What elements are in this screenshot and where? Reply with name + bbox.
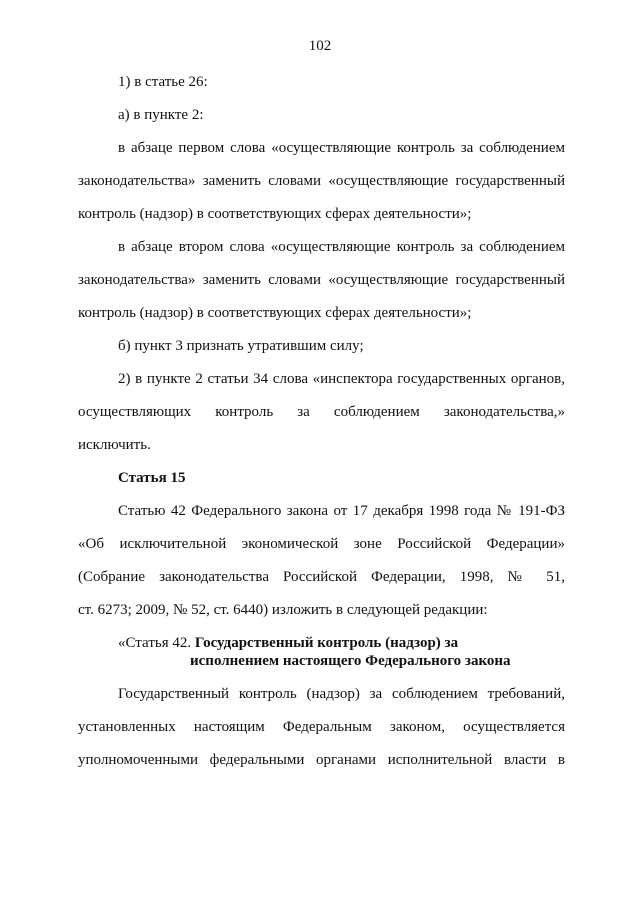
text-line: в абзаце первом слова «осуществляющие контроль за соблюдением [118, 140, 565, 156]
text-line: контроль (надзор) в соответствующих сферах деятельности»; [78, 206, 472, 222]
text-line: ст. 6273; 2009, № 52, ст. 6440) изложить в следующей редакции: [78, 602, 488, 618]
article-42-title: Государственный контроль (надзор) за [194, 635, 459, 651]
page-number: 102 [308, 38, 332, 54]
article-heading: Статья 15 [118, 470, 186, 486]
text-line: законодательства» заменить словами «осуществляющие государственный [78, 173, 565, 189]
text-line: Государственный контроль (надзор) за соблюдением требований, [118, 686, 565, 702]
text-line: установленных настоящим Федеральным законом, осуществляется [78, 719, 565, 735]
text-line: а) в пункте 2: [118, 107, 204, 123]
text-line: (Собрание законодательства Российской Федерации, 1998, № 51, [78, 569, 565, 585]
text-line: законодательства» заменить словами «осуществляющие государственный [78, 272, 565, 288]
text-line: в абзаце втором слова «осуществляющие контроль за соблюдением [118, 239, 565, 255]
text-line: уполномоченными федеральными органами исполнительной власти в [78, 752, 565, 768]
text-line: Статью 42 Федерального закона от 17 декабря 1998 года № 191-ФЗ [118, 503, 565, 519]
text-line: контроль (надзор) в соответствующих сферах деятельности»; [78, 305, 472, 321]
text-line: б) пункт 3 признать утратившим силу; [118, 338, 364, 354]
article-42-heading [118, 634, 458, 652]
text-line: 2) в пункте 2 статьи 34 слова «инспектора государственных органов, [118, 371, 565, 387]
text-line: «Об исключительной экономической зоне Российской Федерации» [78, 536, 565, 552]
text-line: исключить. [78, 437, 151, 453]
text-line: 1) в статье 26: [118, 74, 208, 90]
article-42-label: «Статья 42. [118, 635, 192, 651]
article-42-title-cont: исполнением настоящего Федерального закона [190, 653, 511, 669]
text-line: осуществляющих контроль за соблюдением законодательства,» [78, 404, 565, 420]
